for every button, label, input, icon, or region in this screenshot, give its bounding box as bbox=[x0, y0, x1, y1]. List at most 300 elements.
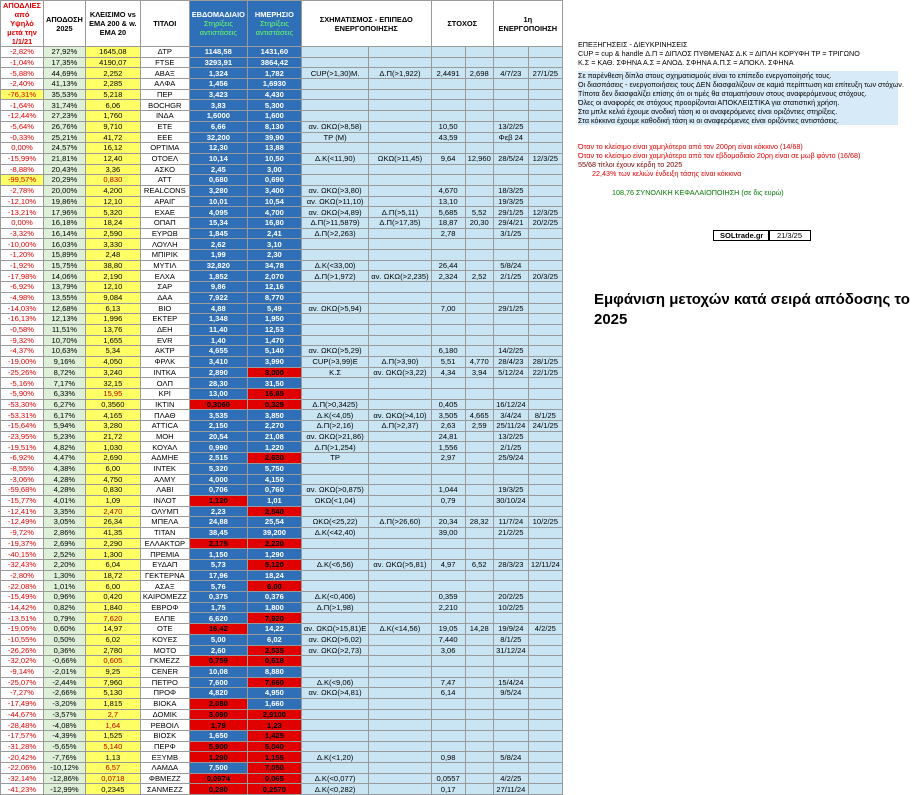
cell-pattern-1: Δ.Κ(<0,077) bbox=[301, 773, 368, 784]
cell-target-2 bbox=[465, 549, 493, 560]
cell-activation-1 bbox=[493, 763, 528, 774]
cell-target-1 bbox=[431, 720, 465, 731]
header-row bbox=[1, 1, 563, 47]
note-red-2: Όταν το κλείσιμο είναι χαμηλότερο από τον εβδομαδιαίο 20ρη είναι σε μωβ φόντο (16/68) bbox=[578, 151, 861, 160]
cell-activation-1: 15/4/24 bbox=[493, 677, 528, 688]
cell-return: -2,01% bbox=[44, 666, 86, 677]
table-row bbox=[1, 111, 563, 122]
cell-activation-2 bbox=[528, 656, 562, 667]
cell-target-1: 0,405 bbox=[431, 399, 465, 410]
col-header-close: ΚΛΕΙΣΙΜΟ vs EMA 200 & w. EMA 20 bbox=[85, 1, 140, 47]
cell-target-1: 3,06 bbox=[431, 645, 465, 656]
cell-pattern-2 bbox=[369, 196, 431, 207]
table-row bbox=[1, 506, 563, 517]
cell-close: 9,25 bbox=[85, 666, 140, 677]
cell-drawdown: -2,40% bbox=[1, 79, 44, 90]
cell-pattern-1 bbox=[301, 570, 368, 581]
table-row bbox=[1, 431, 563, 442]
cell-weekly: 1,290 bbox=[189, 752, 247, 763]
cell-daily: 2,070 bbox=[247, 271, 301, 282]
cell-target-1: 3,505 bbox=[431, 410, 465, 421]
cell-pattern-1: Δ.Π(>1,972) bbox=[301, 271, 368, 282]
cell-return: -12,99% bbox=[44, 784, 86, 795]
cell-ticker: ΑΤΤ bbox=[140, 175, 189, 186]
cell-activation-1: 18/3/25 bbox=[493, 185, 528, 196]
cell-activation-2 bbox=[528, 121, 562, 132]
cell-weekly: 15,34 bbox=[189, 218, 247, 229]
report-date: 21/3/25 bbox=[768, 230, 811, 241]
cell-drawdown: -17,98% bbox=[1, 271, 44, 282]
cell-daily: 25,54 bbox=[247, 517, 301, 528]
cell-activation-2 bbox=[528, 389, 562, 400]
cell-ticker: ΦΒΜΕΖΖ bbox=[140, 773, 189, 784]
cell-close: 3,330 bbox=[85, 239, 140, 250]
cell-activation-1 bbox=[493, 656, 528, 667]
cell-target-1: 20,34 bbox=[431, 517, 465, 528]
cell-activation-2 bbox=[528, 314, 562, 325]
cell-activation-1: 28/4/23 bbox=[493, 356, 528, 367]
cell-drawdown: -9,32% bbox=[1, 335, 44, 346]
cell-activation-1 bbox=[493, 549, 528, 560]
cell-return: 7,17% bbox=[44, 378, 86, 389]
cell-ticker: ΕΥΔΑΠ bbox=[140, 560, 189, 571]
cell-ticker: ΕΕΕ bbox=[140, 132, 189, 143]
cell-activation-2 bbox=[528, 292, 562, 303]
cell-daily: 5,750 bbox=[247, 463, 301, 474]
cell-pattern-1: Δ.Π(>1,98) bbox=[301, 602, 368, 613]
cell-pattern-2: αν. ΩΚΩ(>2,235) bbox=[369, 271, 431, 282]
cell-target-2 bbox=[465, 57, 493, 68]
cell-daily: 14,22 bbox=[247, 624, 301, 635]
cell-drawdown: -41,23% bbox=[1, 784, 44, 795]
cell-ticker: ΠΛΑΘ bbox=[140, 410, 189, 421]
cell-target-2 bbox=[465, 250, 493, 261]
col-header-drawdown: ΑΠΟΔΛΙΕΣ από Υψηλό μετά την 1/1/21 bbox=[1, 1, 44, 47]
cell-weekly: 5,73 bbox=[189, 560, 247, 571]
cell-activation-1: 19/3/25 bbox=[493, 196, 528, 207]
cell-daily: 16,80 bbox=[247, 218, 301, 229]
cell-close: 12,10 bbox=[85, 282, 140, 293]
cell-return: 6,27% bbox=[44, 399, 86, 410]
cell-ticker: OPTIMA bbox=[140, 143, 189, 154]
table-row bbox=[1, 346, 563, 357]
cell-drawdown: -0,33% bbox=[1, 132, 44, 143]
cell-pattern-2 bbox=[369, 100, 431, 111]
cell-activation-2 bbox=[528, 111, 562, 122]
cell-pattern-1: αν. ΩΚΩ(>0,875) bbox=[301, 485, 368, 496]
cell-pattern-1 bbox=[301, 100, 368, 111]
cell-pattern-1 bbox=[301, 656, 368, 667]
cell-drawdown: -22,08% bbox=[1, 581, 44, 592]
table-row bbox=[1, 153, 563, 164]
cell-drawdown: -19,51% bbox=[1, 442, 44, 453]
cell-pattern-1 bbox=[301, 698, 368, 709]
cell-weekly: 3,83 bbox=[189, 100, 247, 111]
cell-close: 0,0718 bbox=[85, 773, 140, 784]
cell-drawdown: -19,05% bbox=[1, 624, 44, 635]
cell-activation-2 bbox=[528, 463, 562, 474]
cell-ticker: ΟΛΠ bbox=[140, 378, 189, 389]
cell-close: 12,40 bbox=[85, 153, 140, 164]
cell-target-1 bbox=[431, 709, 465, 720]
cell-activation-2 bbox=[528, 132, 562, 143]
cell-target-2: 3,94 bbox=[465, 367, 493, 378]
cell-ticker: ΕΛΧΑ bbox=[140, 271, 189, 282]
cell-target-2 bbox=[465, 196, 493, 207]
table-row bbox=[1, 581, 563, 592]
cell-ticker: ΕΧΑΕ bbox=[140, 207, 189, 218]
cell-daily: 1,290 bbox=[247, 549, 301, 560]
cell-weekly: 0,706 bbox=[189, 485, 247, 496]
cell-return: 0,79% bbox=[44, 613, 86, 624]
cell-target-2 bbox=[465, 463, 493, 474]
cell-target-2 bbox=[465, 389, 493, 400]
cell-ticker: ΔΑΑ bbox=[140, 292, 189, 303]
cell-daily: 12,16 bbox=[247, 282, 301, 293]
cell-target-2 bbox=[465, 324, 493, 335]
cell-drawdown: -16,13% bbox=[1, 314, 44, 325]
cell-pattern-2 bbox=[369, 346, 431, 357]
cell-pattern-2 bbox=[369, 731, 431, 742]
table-row bbox=[1, 303, 563, 314]
cell-ticker: ΚΟΥΑΛ bbox=[140, 442, 189, 453]
cell-drawdown: -2,78% bbox=[1, 185, 44, 196]
cell-activation-1: 29/1/25 bbox=[493, 303, 528, 314]
cell-close: 12,10 bbox=[85, 196, 140, 207]
cell-activation-1: 9/5/24 bbox=[493, 688, 528, 699]
cell-activation-2 bbox=[528, 592, 562, 603]
cell-activation-1: 21/2/25 bbox=[493, 527, 528, 538]
cell-target-1 bbox=[431, 741, 465, 752]
cell-close: 4,200 bbox=[85, 185, 140, 196]
cell-target-2 bbox=[465, 474, 493, 485]
cell-daily: 1,470 bbox=[247, 335, 301, 346]
cell-close: 1,525 bbox=[85, 731, 140, 742]
cell-pattern-1 bbox=[301, 666, 368, 677]
cell-pattern-2 bbox=[369, 474, 431, 485]
cell-return: 1,01% bbox=[44, 581, 86, 592]
cell-target-2 bbox=[465, 121, 493, 132]
cell-target-1 bbox=[431, 463, 465, 474]
cell-drawdown: 0,00% bbox=[1, 143, 44, 154]
legend-line-1: CUP = cup & handle Δ.Π = ΔΙΠΛΟΣ ΠΥΘΜΕΝΑΣ Δ.Κ = ΔΙΠΛΗ ΚΟΡΥΦΗ TP = ΤΡΙΓΩΝΟ bbox=[578, 49, 860, 58]
cell-close: 2,7 bbox=[85, 709, 140, 720]
cell-ticker: ΑΛΦΑ bbox=[140, 79, 189, 90]
cell-target-2 bbox=[465, 741, 493, 752]
cell-close: 7,960 bbox=[85, 677, 140, 688]
cell-pattern-2: αν. ΩΚΩ(>4,10) bbox=[369, 410, 431, 421]
cell-target-2 bbox=[465, 506, 493, 517]
cell-activation-1 bbox=[493, 698, 528, 709]
cell-target-2 bbox=[465, 346, 493, 357]
cell-return: 4,28% bbox=[44, 485, 86, 496]
cell-weekly: 20,54 bbox=[189, 431, 247, 442]
cell-pattern-1 bbox=[301, 314, 368, 325]
cell-activation-1 bbox=[493, 720, 528, 731]
cell-target-1 bbox=[431, 666, 465, 677]
cell-daily: 0,690 bbox=[247, 175, 301, 186]
cell-target-2 bbox=[465, 303, 493, 314]
cell-pattern-1: αν. ΩΚΩ(>5,29) bbox=[301, 346, 368, 357]
cell-target-1: 5,685 bbox=[431, 207, 465, 218]
cell-drawdown: -8,55% bbox=[1, 463, 44, 474]
cell-activation-2 bbox=[528, 185, 562, 196]
cell-daily: 2,41 bbox=[247, 228, 301, 239]
cell-drawdown: -3,06% bbox=[1, 474, 44, 485]
cell-drawdown: -13,21% bbox=[1, 207, 44, 218]
cell-pattern-2 bbox=[369, 57, 431, 68]
cell-return: 10,70% bbox=[44, 335, 86, 346]
cell-target-1 bbox=[431, 175, 465, 186]
cell-activation-2: 12/3/25 bbox=[528, 207, 562, 218]
cell-return: 4,01% bbox=[44, 495, 86, 506]
cell-pattern-1 bbox=[301, 731, 368, 742]
cell-daily: 1,01 bbox=[247, 495, 301, 506]
cell-activation-1: 2/1/25 bbox=[493, 271, 528, 282]
soltrade-label: SOLtrade.gr bbox=[713, 230, 770, 241]
cell-close: 2,290 bbox=[85, 538, 140, 549]
cell-activation-2 bbox=[528, 752, 562, 763]
cell-target-2 bbox=[465, 47, 493, 58]
cell-activation-2 bbox=[528, 645, 562, 656]
cell-ticker: ΒΙΟΣΚ bbox=[140, 731, 189, 742]
cell-activation-1: 29/1/25 bbox=[493, 207, 528, 218]
cell-pattern-1 bbox=[301, 720, 368, 731]
cell-daily: 2,9100 bbox=[247, 709, 301, 720]
cell-return: 4,82% bbox=[44, 442, 86, 453]
cell-return: 11,51% bbox=[44, 324, 86, 335]
cell-activation-2 bbox=[528, 335, 562, 346]
cell-daily: 2,630 bbox=[247, 453, 301, 464]
cell-weekly: 0,990 bbox=[189, 442, 247, 453]
cell-daily: 6,00 bbox=[247, 581, 301, 592]
cell-drawdown: -15,49% bbox=[1, 592, 44, 603]
cell-activation-2 bbox=[528, 688, 562, 699]
cell-return: 5,94% bbox=[44, 421, 86, 432]
note-3: Τίποτα δεν διασφαλίζει επίσης ότι οι τιμές θα σταματήσουν στους αναφερόμενους στόχους. bbox=[578, 89, 898, 98]
cell-activation-2 bbox=[528, 47, 562, 58]
cell-pattern-1: Δ.Κ(<6,56) bbox=[301, 560, 368, 571]
cell-target-1: 2,97 bbox=[431, 453, 465, 464]
cell-target-1 bbox=[431, 613, 465, 624]
cell-target-2 bbox=[465, 314, 493, 325]
cell-close: 1,13 bbox=[85, 752, 140, 763]
cell-return: -5,65% bbox=[44, 741, 86, 752]
cell-target-1: 10,50 bbox=[431, 121, 465, 132]
cell-daily: 3,850 bbox=[247, 410, 301, 421]
cell-target-2 bbox=[465, 495, 493, 506]
cell-weekly: 6,620 bbox=[189, 613, 247, 624]
cell-ticker: ΠΡΕΜΙΑ bbox=[140, 549, 189, 560]
note-1: Σε παρένθεση δίπλα στους σχηματισμούς είναι το επίπεδο ενεργοποίησής τους. bbox=[578, 71, 898, 80]
cell-weekly: 4,655 bbox=[189, 346, 247, 357]
cell-target-2 bbox=[465, 292, 493, 303]
cell-ticker: ΑΚΤΡ bbox=[140, 346, 189, 357]
cell-pattern-1 bbox=[301, 282, 368, 293]
cell-daily: 6,02 bbox=[247, 634, 301, 645]
table-row bbox=[1, 57, 563, 68]
cell-weekly: 2,080 bbox=[189, 698, 247, 709]
cell-drawdown: -53,31% bbox=[1, 410, 44, 421]
cell-pattern-1 bbox=[301, 250, 368, 261]
cell-return: 6,17% bbox=[44, 410, 86, 421]
cell-target-1 bbox=[431, 581, 465, 592]
cell-close: 6,00 bbox=[85, 581, 140, 592]
cell-target-2 bbox=[465, 731, 493, 742]
cell-activation-2: 12/3/25 bbox=[528, 153, 562, 164]
cell-ticker: ΑΛΜΥ bbox=[140, 474, 189, 485]
cell-drawdown: -0,58% bbox=[1, 324, 44, 335]
cell-target-2 bbox=[465, 431, 493, 442]
cell-activation-1: 13/2/25 bbox=[493, 431, 528, 442]
cell-target-2 bbox=[465, 335, 493, 346]
note-red-cells: 22,43% των κελιών ένδειξη τάσης είναι κόκκινα bbox=[592, 169, 742, 178]
cell-ticker: ΑΣΚΟ bbox=[140, 164, 189, 175]
cell-target-2: 4,770 bbox=[465, 356, 493, 367]
cell-activation-1 bbox=[493, 250, 528, 261]
cell-weekly: 4,88 bbox=[189, 303, 247, 314]
notes-title: ΕΠΕΞΗΓΗΣΕΙΣ - ΔΙΕΥΚΡΙΝΗΣΕΙΣ bbox=[578, 40, 688, 49]
table-row bbox=[1, 495, 563, 506]
cell-drawdown: -59,68% bbox=[1, 485, 44, 496]
cell-target-2 bbox=[465, 709, 493, 720]
cell-activation-2 bbox=[528, 485, 562, 496]
cell-return: 12,13% bbox=[44, 314, 86, 325]
cell-daily: 5,49 bbox=[247, 303, 301, 314]
cell-pattern-2 bbox=[369, 89, 431, 100]
cell-pattern-2 bbox=[369, 185, 431, 196]
cell-pattern-1: Δ.Κ(<1,20) bbox=[301, 752, 368, 763]
cell-close: 5,320 bbox=[85, 207, 140, 218]
cell-pattern-1: αν. ΩΚΩ(>15,81)Ε bbox=[301, 624, 368, 635]
cell-return: 17,96% bbox=[44, 207, 86, 218]
cell-ticker: FTSE bbox=[140, 57, 189, 68]
cell-drawdown: -19,37% bbox=[1, 538, 44, 549]
cell-return: 20,00% bbox=[44, 185, 86, 196]
cell-pattern-2 bbox=[369, 720, 431, 731]
table-row bbox=[1, 324, 563, 335]
cell-activation-1: 20/2/25 bbox=[493, 592, 528, 603]
cell-activation-1 bbox=[493, 506, 528, 517]
cell-close: 1,760 bbox=[85, 111, 140, 122]
cell-activation-2 bbox=[528, 442, 562, 453]
cell-ticker: ΕΒΡΟΦ bbox=[140, 602, 189, 613]
cell-drawdown: -6,92% bbox=[1, 453, 44, 464]
cell-daily: 4,700 bbox=[247, 207, 301, 218]
cell-close: 0,605 bbox=[85, 656, 140, 667]
cell-weekly: 1,150 bbox=[189, 549, 247, 560]
cell-weekly: 1,324 bbox=[189, 68, 247, 79]
cell-target-1: 7,47 bbox=[431, 677, 465, 688]
cell-activation-2 bbox=[528, 538, 562, 549]
cell-target-1 bbox=[431, 549, 465, 560]
cell-target-2 bbox=[465, 143, 493, 154]
cell-ticker: ΙΝΛΟΤ bbox=[140, 495, 189, 506]
cell-return: 4,28% bbox=[44, 474, 86, 485]
cell-close: 14,97 bbox=[85, 624, 140, 635]
cell-activation-1 bbox=[493, 474, 528, 485]
cell-return: -3,20% bbox=[44, 698, 86, 709]
cell-pattern-2 bbox=[369, 175, 431, 186]
cell-daily: 1,600 bbox=[247, 111, 301, 122]
cell-close: 6,02 bbox=[85, 634, 140, 645]
cell-pattern-2 bbox=[369, 773, 431, 784]
cell-return: -2,44% bbox=[44, 677, 86, 688]
cell-weekly: 3,535 bbox=[189, 410, 247, 421]
cell-activation-1 bbox=[493, 164, 528, 175]
cell-activation-1: 8/1/25 bbox=[493, 634, 528, 645]
cell-ticker: ΒΙΟΚΑ bbox=[140, 698, 189, 709]
cell-target-1: 4,34 bbox=[431, 367, 465, 378]
cell-pattern-2: ΩΚΩ(>11,45) bbox=[369, 153, 431, 164]
cell-target-1: 26,44 bbox=[431, 260, 465, 271]
table-row bbox=[1, 538, 563, 549]
cell-ticker: ΕΛΛΑΚΤΩΡ bbox=[140, 538, 189, 549]
cell-return: 20,29% bbox=[44, 175, 86, 186]
cell-activation-2 bbox=[528, 378, 562, 389]
cell-return: 2,20% bbox=[44, 560, 86, 571]
cell-pattern-2 bbox=[369, 303, 431, 314]
cell-target-2 bbox=[465, 453, 493, 464]
cell-pattern-2 bbox=[369, 378, 431, 389]
cell-daily: 21,08 bbox=[247, 431, 301, 442]
cell-return: 21,81% bbox=[44, 153, 86, 164]
cell-weekly: 4,095 bbox=[189, 207, 247, 218]
cell-pattern-2 bbox=[369, 506, 431, 517]
cell-ticker: ΒΙΟ bbox=[140, 303, 189, 314]
cell-drawdown: -25,07% bbox=[1, 677, 44, 688]
cell-daily: 1,660 bbox=[247, 698, 301, 709]
cell-ticker: ΙΝΤΕΚ bbox=[140, 463, 189, 474]
cell-drawdown: -40,15% bbox=[1, 549, 44, 560]
cell-target-2 bbox=[465, 666, 493, 677]
cell-weekly: 0,0974 bbox=[189, 773, 247, 784]
cell-close: 1,815 bbox=[85, 698, 140, 709]
cell-target-1: 0,359 bbox=[431, 592, 465, 603]
cell-daily: 1,782 bbox=[247, 68, 301, 79]
cell-drawdown: -9,72% bbox=[1, 527, 44, 538]
cell-target-2 bbox=[465, 228, 493, 239]
table-row bbox=[1, 570, 563, 581]
cell-activation-2 bbox=[528, 634, 562, 645]
cell-pattern-2 bbox=[369, 239, 431, 250]
cell-drawdown: -17,57% bbox=[1, 731, 44, 742]
cell-pattern-2 bbox=[369, 709, 431, 720]
cell-activation-1 bbox=[493, 378, 528, 389]
cell-daily: 13,88 bbox=[247, 143, 301, 154]
cell-return: 35,53% bbox=[44, 89, 86, 100]
table-row bbox=[1, 218, 563, 229]
cell-pattern-2 bbox=[369, 453, 431, 464]
cell-return: 8,72% bbox=[44, 367, 86, 378]
table-row bbox=[1, 560, 563, 571]
cell-pattern-2 bbox=[369, 527, 431, 538]
cell-pattern-2 bbox=[369, 698, 431, 709]
cell-weekly: 2,62 bbox=[189, 239, 247, 250]
table-row bbox=[1, 292, 563, 303]
cell-weekly: 2,60 bbox=[189, 645, 247, 656]
cell-pattern-1 bbox=[301, 613, 368, 624]
cell-drawdown: -7,27% bbox=[1, 688, 44, 699]
cell-return: -3,57% bbox=[44, 709, 86, 720]
cell-target-1 bbox=[431, 292, 465, 303]
cell-activation-1: 4/7/23 bbox=[493, 68, 528, 79]
cell-close: 2,470 bbox=[85, 506, 140, 517]
cell-pattern-2 bbox=[369, 389, 431, 400]
cell-ticker: ΟΠΑΠ bbox=[140, 218, 189, 229]
cell-close: 4,165 bbox=[85, 410, 140, 421]
cell-close: 0,830 bbox=[85, 485, 140, 496]
